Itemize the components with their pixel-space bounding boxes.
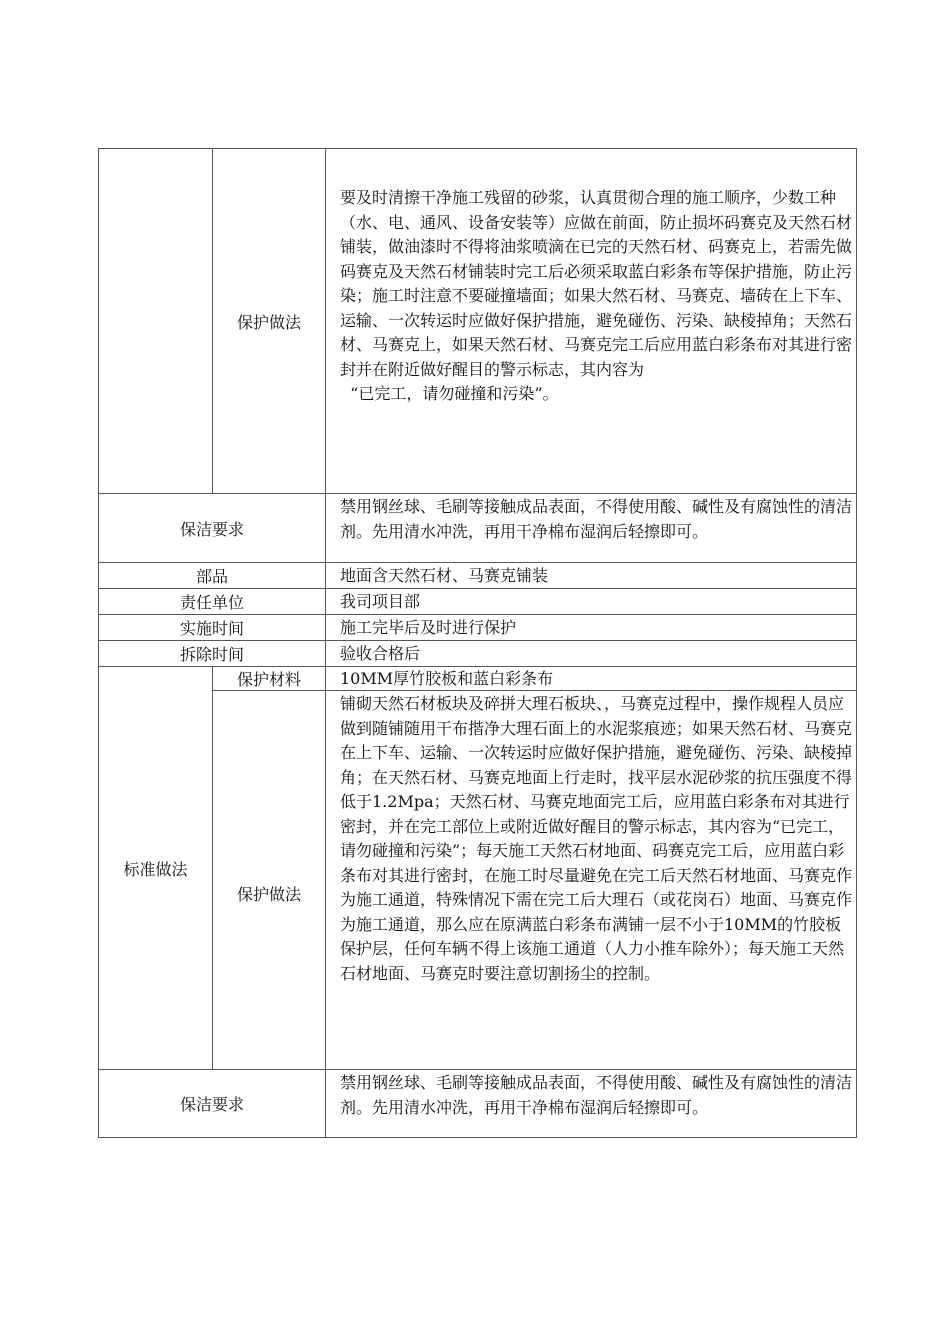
table2-clean-text: 禁用钢丝球、毛刷等接触成品表面，不得使用酸、碱性及有腐蚀性的清洁剂。先用清水冲洗，再用干净棉布湿润后轻擦即可。: [325, 1069, 857, 1138]
row-label-removal-time: 拆除时间: [98, 640, 326, 667]
row-value-removal-time: 验收合格后: [325, 640, 857, 667]
table1-left-blank-cell: [98, 148, 213, 494]
table1-clean-text: 禁用钢丝球、毛刷等接触成品表面，不得使用酸、碱性及有腐蚀性的清洁剂。先用清水冲洗，再用干净棉布湿润后轻擦即可。: [325, 493, 857, 563]
protect-material-value: 10MM厚竹胶板和蓝白彩条布: [325, 666, 857, 691]
protect-material-label: 保护材料: [212, 666, 326, 691]
protect-method-text: 铺砌天然石材板块及碎拼大理石板块、，马赛克过程中，操作规程人员应做到随铺随用干布揩净大理石面上的水泥浆痕迹；如果天然石材、马赛克在上下车、运输、一次转运时应做好保护措施，避免碰伤、污染、缺棱掉角；在天然石材、马赛克地面上行走时，找平层水泥砂浆的抗压强度不得低于1.2Mpa；天然石材、马赛克地面完工后，应用蓝白彩条布对其进行密封，并在完工部位上或附近做好醒目的警示标志，其内容为“已完工，请勿碰撞和污染”；每天施工天然石材地面、码赛克完工后，应用蓝白彩条布对其进行密封，在施工时尽量避免在完工后天然石材地面、马赛克作为施工通道，特殊情况下需在完工后大理石（或花岗石）地面、马赛克作为施工通道，那么应在原满蓝白彩条布满铺一层不小于10MM的竹胶板保护层，任何车辆不得上该施工通道（人力小推车除外）；每天施工天然石材地面、马赛克时要注意切割扬尘的控制。: [325, 690, 857, 1070]
row-label-responsible-unit: 责任单位: [98, 588, 326, 615]
table1-protect-label: 保护做法: [212, 148, 326, 494]
row-value-implementation-time: 施工完毕后及时进行保护: [325, 614, 857, 641]
row-label-part: 部品: [98, 562, 326, 589]
row-label-implementation-time: 实施时间: [98, 614, 326, 641]
table1-protect-text: 要及时清擦干净施工残留的砂浆，认真贯彻合理的施工顺序，少数工种（水、电、通风、设备安装等）应做在前面，防止损坏码赛克及天然石材铺装，做油漆时不得将油浆喷滴在已完的天然石材、码赛克上，若需先做码赛克及天然石材铺装时完工后必须采取蓝白彩条布等保护措施，防止污染；施工时注意不要碰撞墙面；如果大然石材、马赛克、墙砖在上下车、运输、一次转运时应做好保护措施，避免碰伤、污染、缺棱掉角；天然石材、马赛克上，如果天然石材、马赛克完工后应用蓝白彩条布对其进行密封并在附近做好醒目的警示标志，其内容为 “已完工，请勿碰撞和污染”。: [325, 148, 857, 494]
table2-clean-label: 保洁要求: [98, 1069, 326, 1138]
protect-method-label: 保护做法: [212, 690, 326, 1070]
standard-method-label: 标准做法: [98, 666, 213, 1070]
row-value-part: 地面含天然石材、马赛克铺装: [325, 562, 857, 589]
row-value-responsible-unit: 我司项目部: [325, 588, 857, 615]
table1-clean-label: 保洁要求: [98, 493, 326, 563]
